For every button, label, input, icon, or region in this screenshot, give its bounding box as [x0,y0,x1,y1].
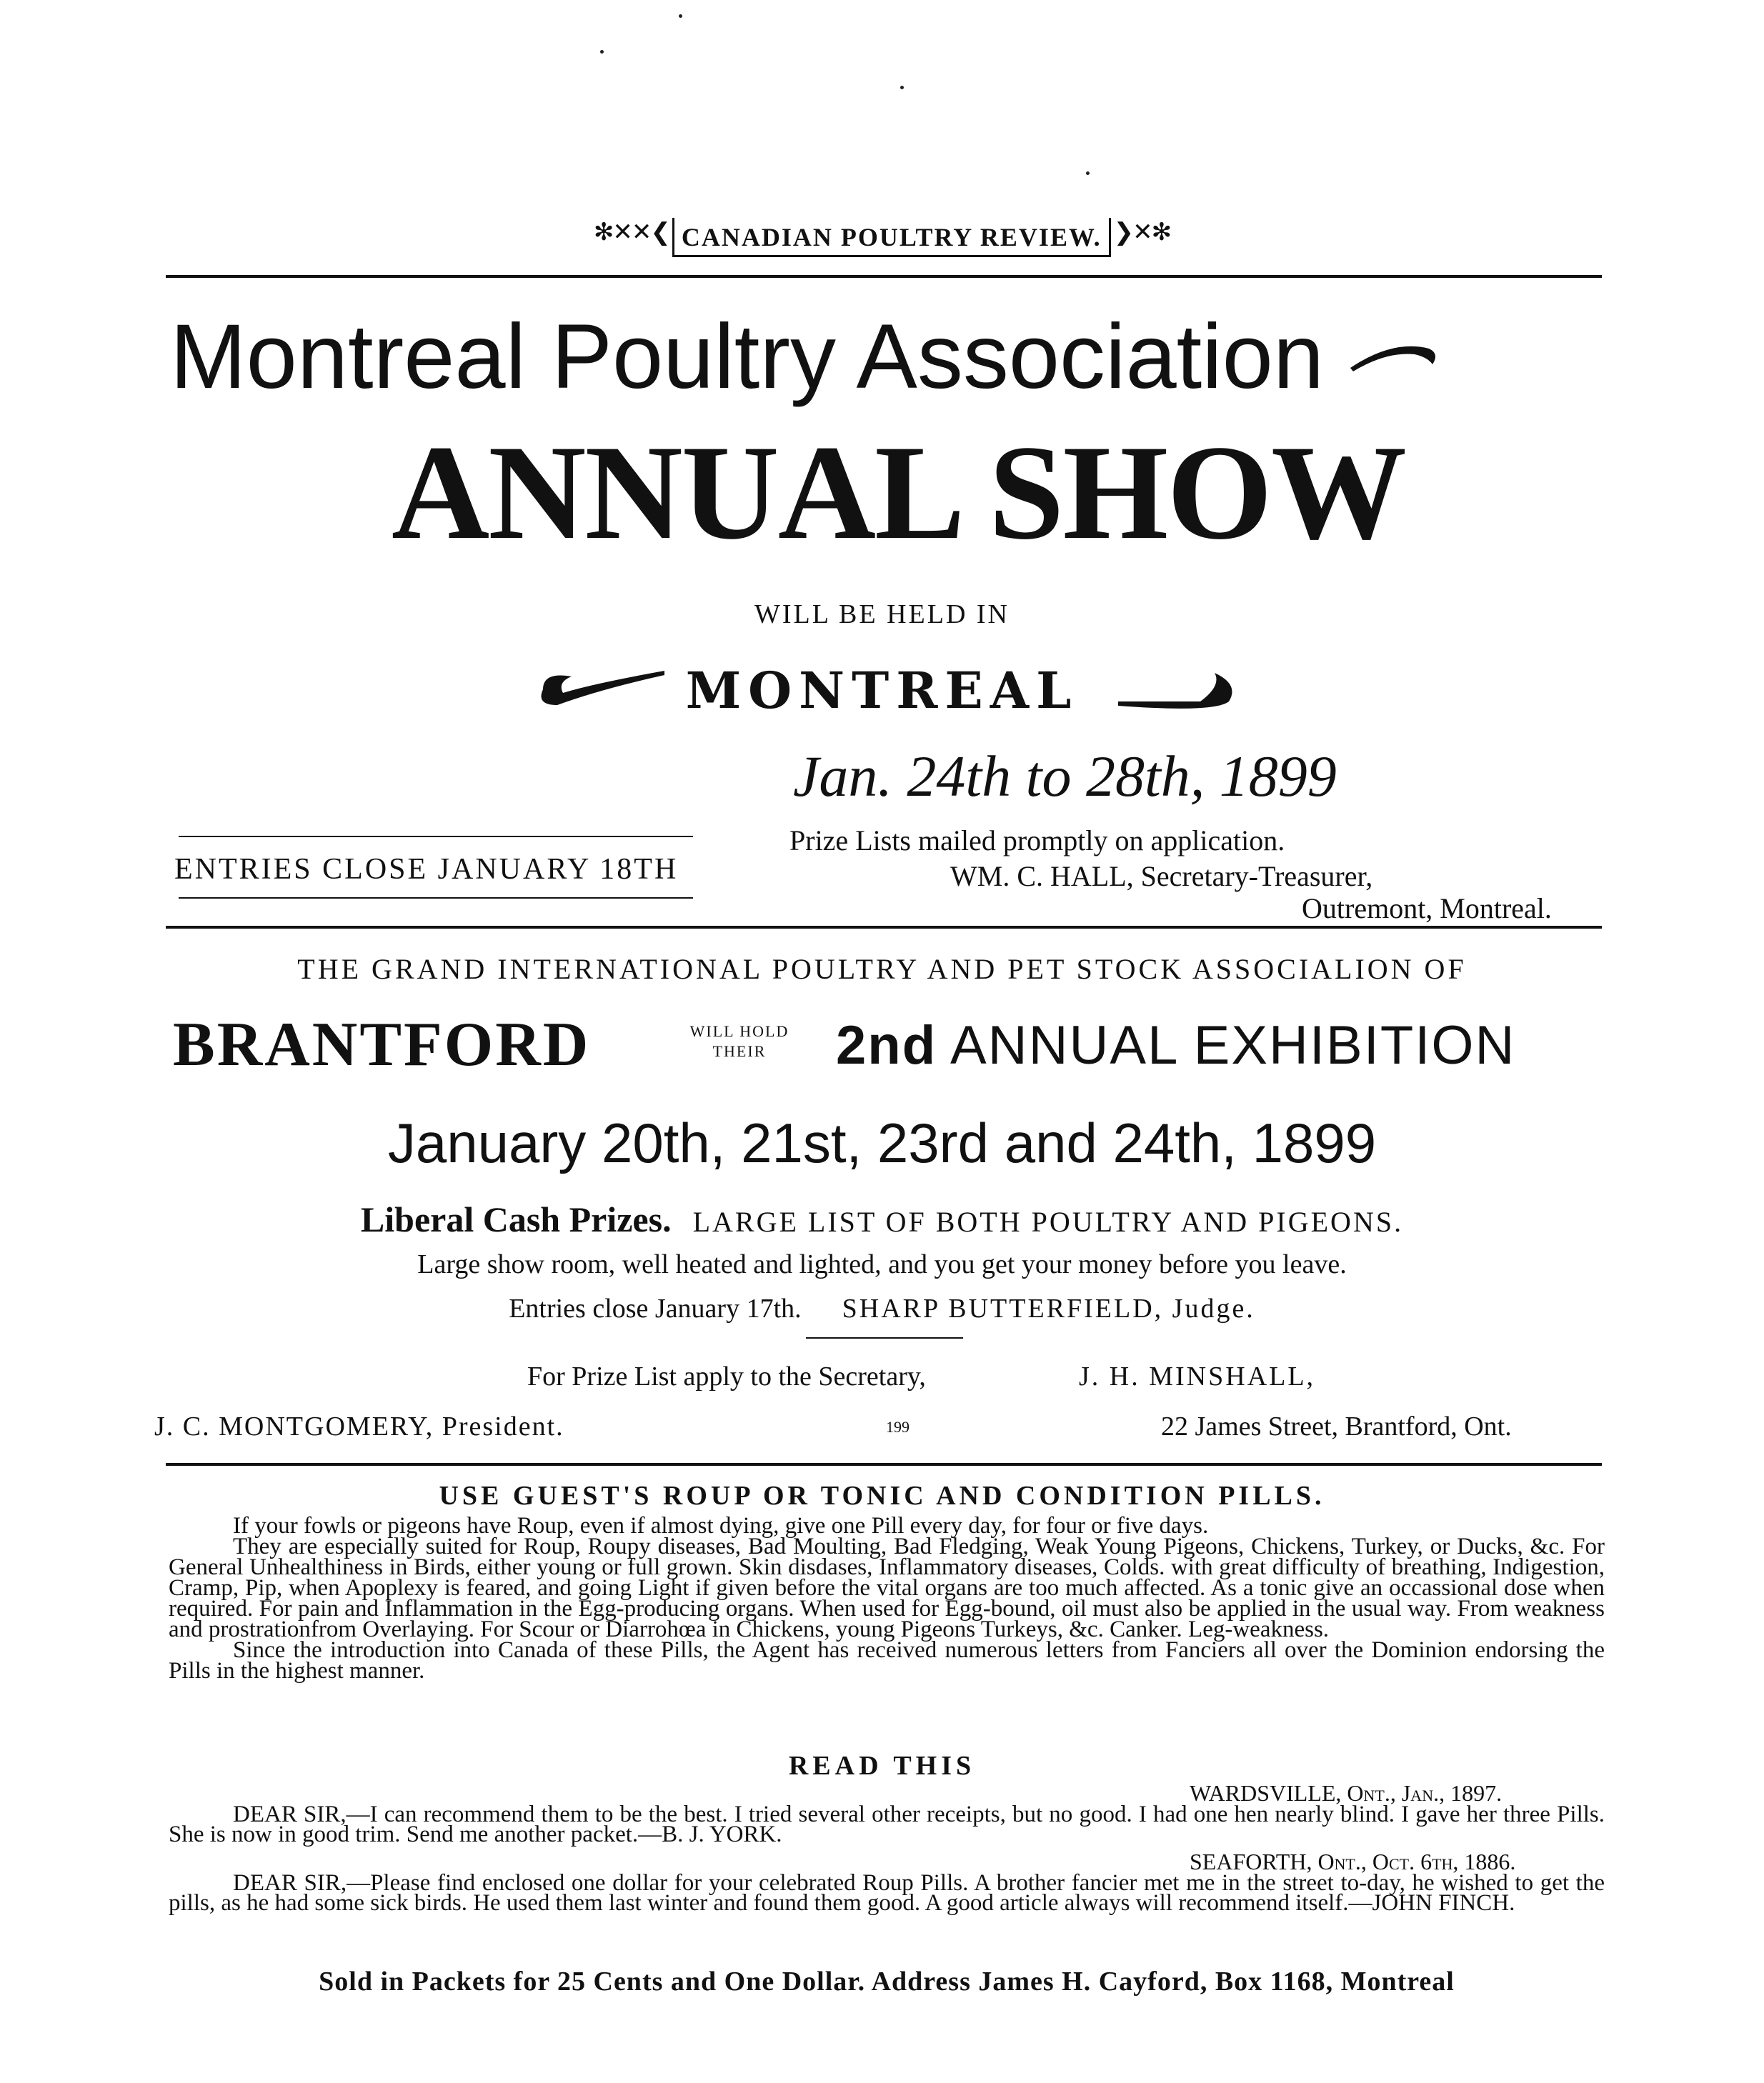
annual-show-headline: ANNUAL SHOW [392,418,1406,568]
print-speck [900,86,904,89]
section-rule [166,926,1602,929]
entries-rule-bottom [179,897,693,899]
flourish-icon [1343,336,1443,386]
prize-list-apply: For Prize List apply to the Secretary, [527,1362,926,1392]
page-number: 199 [886,1418,910,1436]
letter1 [169,1802,1605,1847]
pills-body [169,1513,1605,1684]
section-rule [166,1463,1602,1466]
liberal-prizes-line [0,1199,1764,1240]
letter2-place: SEAFORTH, Ont., Oct. 6th, 1886. [1190,1849,1516,1874]
montreal-city: MONTREAL [685,661,1079,720]
letter1-place: WARDSVILLE, Ont., Jan., 1897. [1190,1780,1503,1806]
show-room-note: Large show room, well heated and lighted, and you get your money before you leave. [417,1249,1347,1279]
read-this-heading: READ THIS [788,1751,976,1781]
letter1-body: —I can recommend them to be the best. I tried several other receipts, but no good. I had one hen nearly blind. I gave her three Pills. She is now in good trim. Send me another packet.—B. J. YORK. [169,1802,1605,1847]
brantford-intro: THE GRAND INTERNATIONAL POULTRY AND PET STOCK ASSOCIALION OF [297,953,1467,985]
exhibition-title: ANNUAL EXHIBITION [950,1015,1516,1076]
pills-headline: USE GUEST'S ROUP OR TONIC AND CONDITION PILLS. [439,1481,1325,1511]
letter2-body: —Please find enclosed one dollar for your celebrated Roup Pills. A brother fancier met me in the street to-day, he wished to get the pills, as he had some sick birds. He used them last winter and found them good. A good article always will recommend itself.—JOHN FINCH. [169,1870,1605,1916]
association-name: Montreal Poultry Association [170,306,1324,408]
will-be-held-in: WILL BE HELD IN [754,599,1010,629]
brantford-dates: January 20th, 21st, 23rd and 24th, 1899 [387,1112,1377,1174]
brantford-city: BRANTFORD [173,1010,591,1079]
secretary-treasurer: WM. C. HALL, Secretary-Treasurer, [950,860,1373,892]
will-hold-line-1: WILL HOLD [689,1022,789,1040]
large-list-note: LARGE LIST OF BOTH POULTRY AND PIGEONS. [692,1206,1404,1238]
annual-exhibition-headline [836,1014,1515,1077]
entries-close-17: Entries close January 17th. [509,1294,802,1324]
pills-paragraph: They are especially suited for Roup, Roupy diseases, Bad Moulting, Bad Fledging, Weak Young Pigeons, Chickens, Turkey, or Ducks, &c. For General Unhealthiness in Birds, either young or full grown. Skin disdases, Inflammatory diseases, Colds. with great difficulty of breathing, Indigestion, Cramp, Pip, when Apoplexy is feared, and going Light if given before the vital organs are too much affected. As a tonic give an occassional dose when required. For pain and Inflammation in the Egg-producing organs. When used for Egg-bound, oil must also be applied in the usual way. From weakness and prostrationfrom Overlaying. For Scour or Diarrohœa in Chickens, young Pigeons Turkeys, &c. Canker. Leg-weakness. [169,1534,1605,1642]
montreal-show-dates: Jan. 24th to 28th, 1899 [793,744,1337,809]
ornament-right-icon: ❯✕✻ [1113,219,1171,246]
brantford-president: J. C. MONTGOMERY, President. [154,1412,564,1442]
pills-paragraph: Since the introduction into Canada of these Pills, the Agent has received numerous letters from Fanciers all over the Dominion endorsing the Pills in the highest manner. [169,1637,1605,1684]
print-speck [679,14,682,18]
pills-paragraph: If your fowls or pigeons have Roup, even if almost dying, give one Pill every day, for four or five days. [233,1513,1209,1539]
entries-rule-top [179,836,693,837]
pills-footer: Sold in Packets for 25 Cents and One Dollar. Address James H. Cayford, Box 1168, Montreal [319,1967,1455,1997]
letter2-salutation: DEAR SIR, [233,1870,347,1896]
will-hold-their [657,1021,822,1062]
letter1-salutation: DEAR SIR, [233,1802,347,1827]
exhibition-ordinal: 2nd [836,1015,937,1076]
brantford-secretary: J. H. MINSHALL, [1079,1362,1316,1392]
will-hold-line-2: THEIR [712,1042,767,1060]
letter2 [169,1870,1605,1916]
masthead-rule [166,275,1602,278]
ornament-left-icon: ✻✕✕❮ [593,219,669,246]
brantford-address: 22 James Street, Brantford, Ont. [1161,1412,1512,1442]
secretary-address: Outremont, Montreal. [1302,892,1552,924]
entries-close-notice: ENTRIES CLOSE JANUARY 18TH [174,853,679,886]
prize-lists-note: Prize Lists mailed promptly on application. [789,824,1285,856]
masthead [0,218,1764,268]
swash-right-icon [1115,664,1243,721]
print-speck [600,50,604,54]
print-speck [1086,171,1090,175]
liberal-cash-prizes: Liberal Cash Prizes. [360,1199,672,1239]
judge-name: SHARP BUTTERFIELD, Judge. [842,1294,1255,1324]
short-rule [806,1337,963,1339]
masthead-title: CANADIAN POULTRY REVIEW. [672,218,1111,257]
entries-judge-line [0,1293,1764,1324]
